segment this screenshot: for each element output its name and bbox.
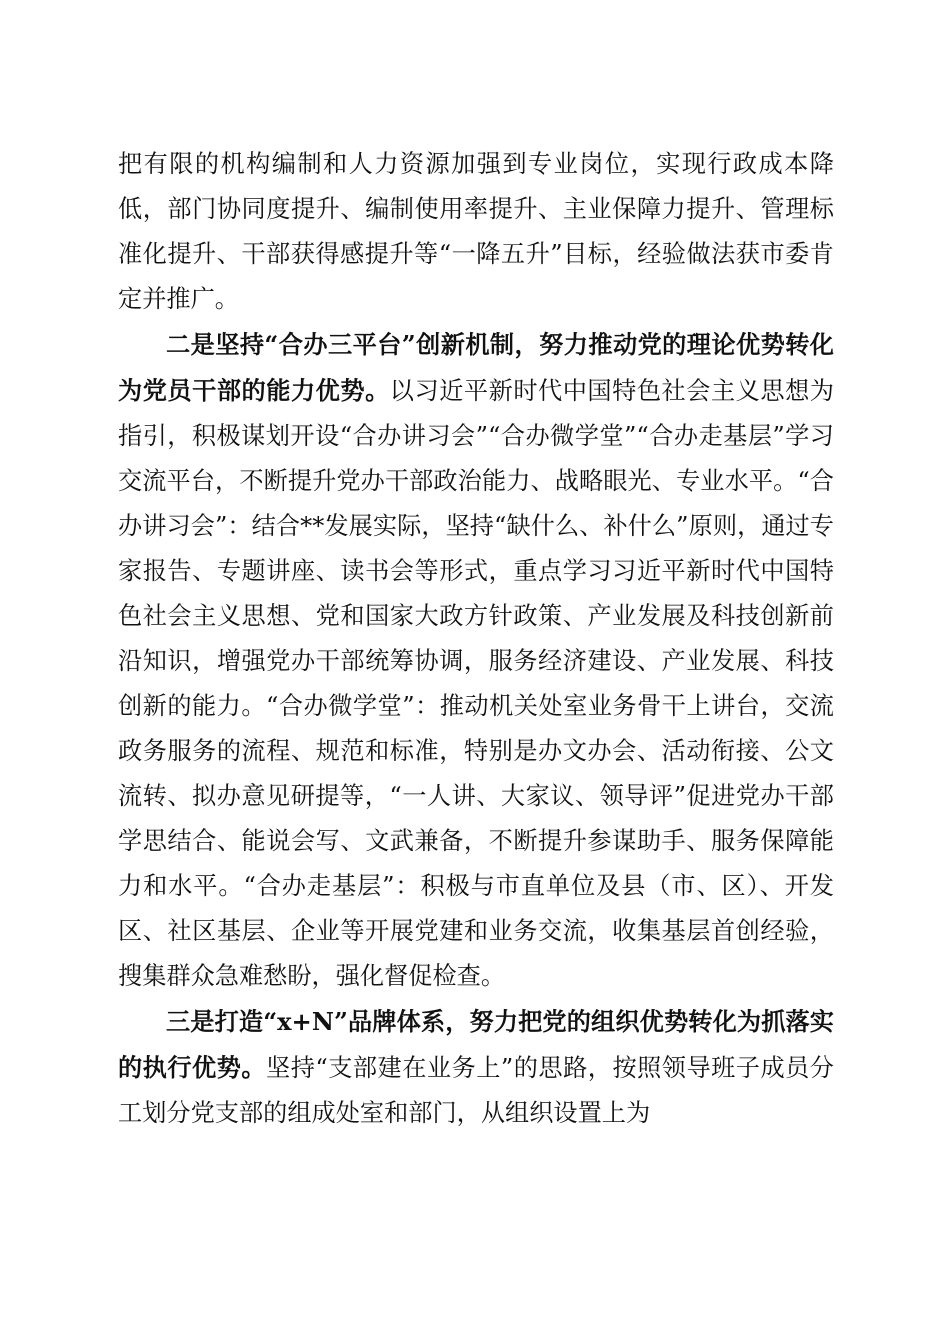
paragraph-3-lead: 三是打造“x+N”品牌体系，努力把党的组织优势转化为抓落实的执行优势。 <box>118 1007 834 1082</box>
paragraph-he-ban-san-ping-tai <box>118 322 834 999</box>
paragraph-2-text: 以习近平新时代中国特色社会主义思想为指引，积极谋划开设“合办讲习会”“合办微学堂”“合办走基层”学习交流平台，不断提升党办干部政治能力、战略眼光、专业水平。“合办讲习会”：结合**发展实际，坚持“缺什么、补什么”原则，通过专家报告、专题讲座、读书会等形式，重点学习习近平新时代中国特色社会主义思想、党和国家大政方针政策、产业发展及科技创新前沿知识，增强党办干部统筹协调，服务经济建设、产业发展、科技创新的能力。“合办微学堂”：推动机关处室业务骨干上讲台，交流政务服务的流程、规范和标准，特别是办文办会、活动衔接、公文流转、拟办意见研提等，“一人讲、大家议、领导评”促进党办干部学思结合、能说会写、文武兼备，不断提升参谋助手、服务保障能力和水平。“合办走基层”：积极与市直单位及县（市、区）、开发区、社区基层、企业等开展党建和业务交流，收集基层首创经验，搜集群众急难愁盼，强化督促检查。 <box>118 377 834 990</box>
paragraph-x-plus-n-brand <box>118 999 834 1136</box>
paragraph-2-lead: 二是坚持“合办三平台”创新机制，努力推动党的理论优势转化为党员干部的能力优势。 <box>118 330 834 405</box>
paragraph-continued <box>118 142 834 322</box>
document-body <box>118 142 834 1136</box>
paragraph-3-text: 坚持“支部建在业务上”的思路，按照领导班子成员分工划分党支部的组成处室和部门，从组织设置上为 <box>118 1054 834 1127</box>
paragraph-1-text: 把有限的机构编制和人力资源加强到专业岗位，实现行政成本降低，部门协同度提升、编制使用率提升、主业保障力提升、管理标准化提升、干部获得感提升等“一降五升”目标，经验做法获市委肯定并推广。 <box>118 150 834 313</box>
